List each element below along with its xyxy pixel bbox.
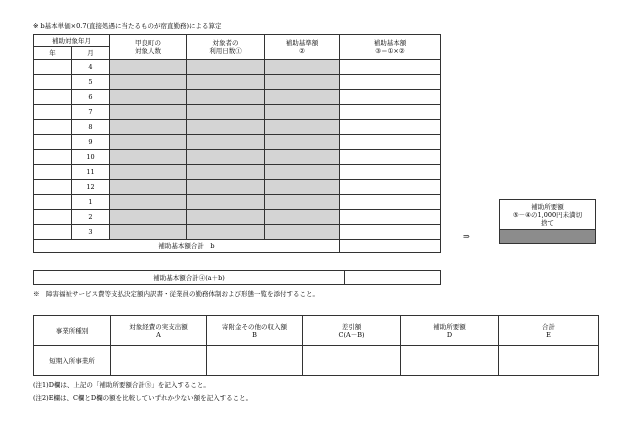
month-cell: 10 bbox=[72, 150, 110, 165]
required-amount-label: 補助所要額 ⑤－④の1,000円未満切 捨て bbox=[499, 199, 596, 230]
days-cell[interactable] bbox=[187, 210, 265, 225]
header-unit-amount: 補助基準額 ② bbox=[265, 35, 340, 60]
unit-cell[interactable] bbox=[265, 150, 340, 165]
year-cell[interactable] bbox=[34, 195, 72, 210]
required-amount-value[interactable] bbox=[499, 229, 596, 244]
base-cell[interactable] bbox=[340, 180, 441, 195]
base-cell[interactable] bbox=[340, 90, 441, 105]
footnote-2: (注2)E欄は、C欄とD欄の額を比較していずれか少ない額を記入すること。 bbox=[33, 394, 253, 402]
base-total-value[interactable] bbox=[340, 240, 441, 253]
col-total: 合計 E bbox=[499, 316, 599, 346]
year-cell[interactable] bbox=[34, 120, 72, 135]
year-cell[interactable] bbox=[34, 180, 72, 195]
people-cell[interactable] bbox=[110, 180, 187, 195]
base-total-label: 補助基本額合計 b bbox=[34, 240, 340, 253]
year-cell[interactable] bbox=[34, 225, 72, 240]
cell-e[interactable] bbox=[499, 346, 599, 376]
people-cell[interactable] bbox=[110, 195, 187, 210]
col-actual-expense: 対象経費の実支出額 A bbox=[111, 316, 207, 346]
people-cell[interactable] bbox=[110, 75, 187, 90]
days-cell[interactable] bbox=[187, 120, 265, 135]
base-cell[interactable] bbox=[340, 120, 441, 135]
unit-cell[interactable] bbox=[265, 105, 340, 120]
subsidy-base-table bbox=[33, 34, 441, 253]
days-cell[interactable] bbox=[187, 90, 265, 105]
people-cell[interactable] bbox=[110, 165, 187, 180]
days-cell[interactable] bbox=[187, 165, 265, 180]
people-cell[interactable] bbox=[110, 150, 187, 165]
header-year: 年 bbox=[34, 47, 72, 60]
days-cell[interactable] bbox=[187, 150, 265, 165]
attachment-note: ※ 障害福祉サービス費等支払決定額内訳書・従業員の勤務体制および形態一覧を添付すること。 bbox=[33, 290, 319, 298]
facility-table bbox=[33, 315, 599, 376]
year-cell[interactable] bbox=[34, 150, 72, 165]
header-people: 甲良町の 対象人数 bbox=[110, 35, 187, 60]
unit-cell[interactable] bbox=[265, 195, 340, 210]
year-cell[interactable] bbox=[34, 60, 72, 75]
base-cell[interactable] bbox=[340, 225, 441, 240]
unit-cell[interactable] bbox=[265, 180, 340, 195]
unit-cell[interactable] bbox=[265, 60, 340, 75]
days-cell[interactable] bbox=[187, 75, 265, 90]
unit-cell[interactable] bbox=[265, 90, 340, 105]
people-cell[interactable] bbox=[110, 120, 187, 135]
base-cell[interactable] bbox=[340, 210, 441, 225]
cell-a[interactable] bbox=[111, 346, 207, 376]
people-cell[interactable] bbox=[110, 210, 187, 225]
base-sum-value[interactable] bbox=[345, 271, 441, 285]
unit-cell[interactable] bbox=[265, 120, 340, 135]
year-cell[interactable] bbox=[34, 165, 72, 180]
unit-cell[interactable] bbox=[265, 165, 340, 180]
year-cell[interactable] bbox=[34, 135, 72, 150]
unit-cell[interactable] bbox=[265, 225, 340, 240]
row-short-stay-facility: 短期入所事業所 bbox=[34, 346, 111, 376]
base-sum-table bbox=[33, 270, 441, 285]
arrow-icon: ⇒ bbox=[463, 232, 470, 241]
month-cell: 3 bbox=[72, 225, 110, 240]
days-cell[interactable] bbox=[187, 135, 265, 150]
days-cell[interactable] bbox=[187, 180, 265, 195]
col-donation-income: 寄附金その他の収入額 B bbox=[207, 316, 303, 346]
month-cell: 6 bbox=[72, 90, 110, 105]
base-cell[interactable] bbox=[340, 165, 441, 180]
header-target-period: 補助対象年月 bbox=[34, 35, 110, 47]
days-cell[interactable] bbox=[187, 60, 265, 75]
cell-d[interactable] bbox=[401, 346, 499, 376]
base-sum-label: 補助基本額合計④(a＋b) bbox=[34, 271, 345, 285]
base-cell[interactable] bbox=[340, 135, 441, 150]
month-cell: 2 bbox=[72, 210, 110, 225]
unit-cell[interactable] bbox=[265, 210, 340, 225]
year-cell[interactable] bbox=[34, 90, 72, 105]
cell-b[interactable] bbox=[207, 346, 303, 376]
people-cell[interactable] bbox=[110, 105, 187, 120]
year-cell[interactable] bbox=[34, 75, 72, 90]
col-facility-type: 事業所種別 bbox=[34, 316, 111, 346]
header-base-amount: 補助基本額 ③＝①×② bbox=[340, 35, 441, 60]
footnote-1: (注1)D欄は、上記の「補助所要額合計⑤」を記入すること。 bbox=[33, 381, 210, 389]
days-cell[interactable] bbox=[187, 195, 265, 210]
month-cell: 9 bbox=[72, 135, 110, 150]
base-cell[interactable] bbox=[340, 195, 441, 210]
people-cell[interactable] bbox=[110, 135, 187, 150]
month-cell: 4 bbox=[72, 60, 110, 75]
year-cell[interactable] bbox=[34, 210, 72, 225]
people-cell[interactable] bbox=[110, 225, 187, 240]
cell-c[interactable] bbox=[303, 346, 401, 376]
col-required-amount: 補助所要額 D bbox=[401, 316, 499, 346]
people-cell[interactable] bbox=[110, 90, 187, 105]
month-cell: 5 bbox=[72, 75, 110, 90]
header-usage-days: 対象者の 利用日数① bbox=[187, 35, 265, 60]
col-difference: 差引額 C(A－B) bbox=[303, 316, 401, 346]
people-cell[interactable] bbox=[110, 60, 187, 75]
base-cell[interactable] bbox=[340, 75, 441, 90]
calculation-note: ※ b基本単価×0.7(直接処遇に当たるものが宿直勤務)による算定 bbox=[33, 22, 222, 30]
days-cell[interactable] bbox=[187, 225, 265, 240]
base-cell[interactable] bbox=[340, 105, 441, 120]
month-cell: 7 bbox=[72, 105, 110, 120]
base-cell[interactable] bbox=[340, 150, 441, 165]
year-cell[interactable] bbox=[34, 105, 72, 120]
base-cell[interactable] bbox=[340, 60, 441, 75]
unit-cell[interactable] bbox=[265, 75, 340, 90]
days-cell[interactable] bbox=[187, 105, 265, 120]
unit-cell[interactable] bbox=[265, 135, 340, 150]
month-cell: 1 bbox=[72, 195, 110, 210]
month-cell: 11 bbox=[72, 165, 110, 180]
month-cell: 8 bbox=[72, 120, 110, 135]
month-cell: 12 bbox=[72, 180, 110, 195]
header-month: 月 bbox=[72, 47, 110, 60]
